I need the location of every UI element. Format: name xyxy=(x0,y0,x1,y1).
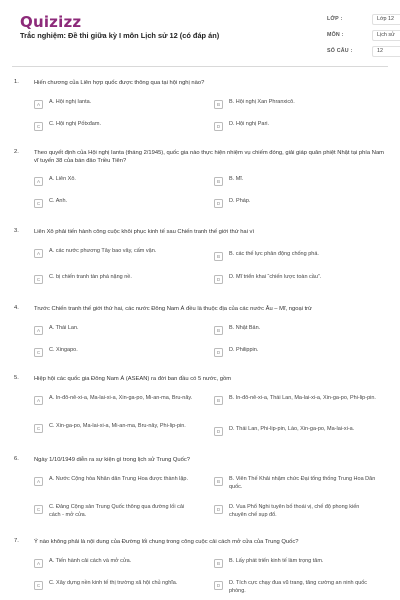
question-7 xyxy=(12,538,388,594)
question-number: 4. xyxy=(14,305,19,311)
answer-option-a[interactable] xyxy=(34,395,210,405)
answer-option-b[interactable] xyxy=(214,558,390,568)
option-letter-box: B xyxy=(214,100,223,109)
option-text: D. Philippin. xyxy=(229,347,259,353)
answer-option-a[interactable] xyxy=(34,99,210,109)
option-text: D. Thái Lan, Phi-lip-pin, Lào, Xin-ga-po, Ma-lai-xi-a. xyxy=(229,426,355,432)
answer-option-a[interactable] xyxy=(34,325,210,335)
option-text: D. Tích cực chạy đua vũ trang, tăng cường an ninh quốc phòng. xyxy=(229,580,368,594)
option-text: B. các thế lực phản động chống phá. xyxy=(229,251,319,257)
answer-option-d[interactable] xyxy=(214,580,390,595)
answer-option-d[interactable] xyxy=(214,274,390,284)
question-number: 6. xyxy=(14,456,19,462)
meta-value: Lịch sử xyxy=(372,30,400,41)
option-letter-box: C xyxy=(34,581,43,590)
question-text: Trước Chiến tranh thế giới thứ hai, các nước Đông Nam Á đều là thuộc địa của các nước Âu – Mĩ, ngoại trừ xyxy=(34,306,312,312)
option-text: A. Liên Xô. xyxy=(49,176,76,182)
option-text: C. Xin-ga-po, Ma-lai-xi-a, Mi-an-ma, Bru-nây, Phi-lip-pin. xyxy=(49,423,186,429)
option-text: D. Mĩ triển khai “chiến lược toàn cầu”. xyxy=(229,274,322,280)
option-letter-box: B xyxy=(214,326,223,335)
answer-option-d[interactable] xyxy=(214,121,390,131)
answer-option-d[interactable] xyxy=(214,347,390,357)
meta-label: SỐ CÂU : xyxy=(327,48,353,54)
question-text: Theo quyết định của Hội nghị Ianta (tháng 2/1945), quốc gia nào thực hiện nhiệm vụ chiếm đóng, giải giáp quân phiệt Nhật tại phía Nam vĩ tuyến 38 của bán đảo Triều Tiên? xyxy=(34,150,384,164)
option-text: A. các nước phương Tây bao vây, cấm vận. xyxy=(49,248,157,254)
option-text: C. Hội nghị Pốtxđam. xyxy=(49,121,101,127)
answer-option-c[interactable] xyxy=(34,580,210,590)
answer-option-b[interactable] xyxy=(214,395,390,405)
quizizz-logo: Quizizz xyxy=(20,13,82,31)
question-text: Hiến chương của Liên hợp quốc được thông qua tại hội nghị nào? xyxy=(34,80,205,86)
option-text: A. Tiến hành cải cách và mở cửa. xyxy=(49,558,132,564)
meta-row-class xyxy=(327,12,400,26)
question-4 xyxy=(12,305,388,355)
option-letter-box: C xyxy=(34,275,43,284)
option-text: C. Anh. xyxy=(49,198,68,204)
option-text: B. In-đô-nê-xi-a, Thái Lan, Ma-lai-xi-a, Xin-ga-po, Phi-lip-pin. xyxy=(229,395,376,401)
option-letter-box: D xyxy=(214,505,223,514)
meta-label: MÔN : xyxy=(327,32,344,38)
answer-option-b[interactable] xyxy=(214,325,390,335)
option-letter-box: C xyxy=(34,424,43,433)
option-text: A. Thái Lan. xyxy=(49,325,79,331)
meta-row-question-count xyxy=(327,44,400,58)
answer-option-c[interactable] xyxy=(34,274,210,284)
answer-option-a[interactable] xyxy=(34,176,210,186)
option-letter-box: A xyxy=(34,249,43,258)
option-letter-box: B xyxy=(214,177,223,186)
option-letter-box: D xyxy=(214,348,223,357)
option-text: C. Xây dựng nền kinh tế thị trường xã hội chủ nghĩa. xyxy=(49,580,178,586)
meta-label: LỚP : xyxy=(327,16,343,22)
option-text: A. Nước Cộng hòa Nhân dân Trung Hoa được thành lập. xyxy=(49,476,189,482)
answer-option-b[interactable] xyxy=(214,99,390,109)
option-text: D. Vua Phổ Nghi tuyên bố thoái vị, chế độ phong kiến chuyên chế sụp đổ. xyxy=(229,504,360,518)
option-letter-box: C xyxy=(34,199,43,208)
option-letter-box: C xyxy=(34,505,43,514)
option-letter-box: C xyxy=(34,348,43,357)
question-5 xyxy=(12,375,388,434)
option-text: B. Lấy phát triển kinh tế làm trọng tâm. xyxy=(229,558,324,564)
option-text: D. Pháp. xyxy=(229,198,251,204)
option-letter-box: B xyxy=(214,252,223,261)
option-text: C. Xingapo. xyxy=(49,347,78,353)
option-letter-box: D xyxy=(214,122,223,131)
option-letter-box: C xyxy=(34,122,43,131)
option-text: A. Hội nghị Ianta. xyxy=(49,99,92,105)
question-number: 5. xyxy=(14,375,19,381)
option-letter-box: B xyxy=(214,396,223,405)
option-text: B. Nhật Bản. xyxy=(229,325,261,331)
answer-option-b[interactable] xyxy=(214,251,390,261)
answer-option-c[interactable] xyxy=(34,423,210,433)
option-letter-box: A xyxy=(34,559,43,568)
option-text: D. Hội nghị Pari. xyxy=(229,121,270,127)
question-6 xyxy=(12,456,388,518)
question-text: Hiệp hội các quốc gia Đông Nam Á (ASEAN) ra đời ban đầu có 5 nước, gồm xyxy=(34,376,232,382)
option-letter-box: D xyxy=(214,275,223,284)
option-text: C. Đảng Cộng sản Trung Quốc thông qua đường lối cải cách - mở cửa. xyxy=(49,504,185,518)
option-text: B. Viên Thế Khải nhậm chức Đại tổng thống Trung Hoa Dân quốc. xyxy=(229,476,376,490)
answer-option-c[interactable] xyxy=(34,121,210,131)
question-text: Liên Xô phải tiến hành công cuộc khôi phục kinh tế sau Chiến tranh thế giới thứ hai vì xyxy=(34,229,255,235)
answer-option-d[interactable] xyxy=(214,504,390,519)
option-letter-box: D xyxy=(214,199,223,208)
worksheet-title: Trắc nghiệm: Đề thi giữa kỳ I môn Lịch sử 12 (có đáp án) xyxy=(20,31,220,40)
option-text: B. Hội nghị Xan Phranxicô. xyxy=(229,99,295,105)
question-number: 2. xyxy=(14,149,19,155)
option-letter-box: A xyxy=(34,396,43,405)
answer-option-b[interactable] xyxy=(214,176,390,186)
answer-option-c[interactable] xyxy=(34,504,210,519)
question-text: Ngày 1/10/1949 diễn ra sự kiện gì trong lịch sử Trung Quốc? xyxy=(34,457,190,463)
worksheet-header xyxy=(12,0,395,67)
question-1 xyxy=(12,79,388,129)
answer-option-a[interactable] xyxy=(34,558,210,568)
option-letter-box: B xyxy=(214,559,223,568)
question-number: 7. xyxy=(14,538,19,544)
answer-option-b[interactable] xyxy=(214,476,390,491)
option-letter-box: A xyxy=(34,100,43,109)
answer-option-a[interactable] xyxy=(34,476,210,486)
option-letter-box: D xyxy=(214,427,223,436)
answer-option-a[interactable] xyxy=(34,248,210,258)
option-letter-box: A xyxy=(34,326,43,335)
option-letter-box: A xyxy=(34,477,43,486)
answer-option-d[interactable] xyxy=(214,426,390,436)
option-letter-box: D xyxy=(214,581,223,590)
question-3 xyxy=(12,228,388,282)
option-letter-box: A xyxy=(34,177,43,186)
option-text: C. bị chiến tranh tàn phá nặng nề. xyxy=(49,274,132,280)
question-number: 3. xyxy=(14,228,19,234)
meta-value: Lớp 12 xyxy=(372,14,400,25)
answer-option-c[interactable] xyxy=(34,198,210,208)
answer-option-c[interactable] xyxy=(34,347,210,357)
answer-option-d[interactable] xyxy=(214,198,390,208)
meta-row-subject xyxy=(327,28,400,42)
option-text: A. In-đô-nê-xi-a, Ma-lai-xi-a, Xin-ga-po, Mi-an-ma, Bru-nây. xyxy=(49,395,193,401)
question-2 xyxy=(12,149,388,206)
option-text: B. Mĩ. xyxy=(229,176,244,182)
meta-value: 12 xyxy=(372,46,400,57)
worksheet-meta xyxy=(327,12,400,60)
option-letter-box: B xyxy=(214,477,223,486)
question-text: Ý nào không phải là nội dung của Đường lối chung trong công cuộc cải cách mở cửa của Trung Quốc? xyxy=(34,539,299,545)
question-number: 1. xyxy=(14,79,19,85)
